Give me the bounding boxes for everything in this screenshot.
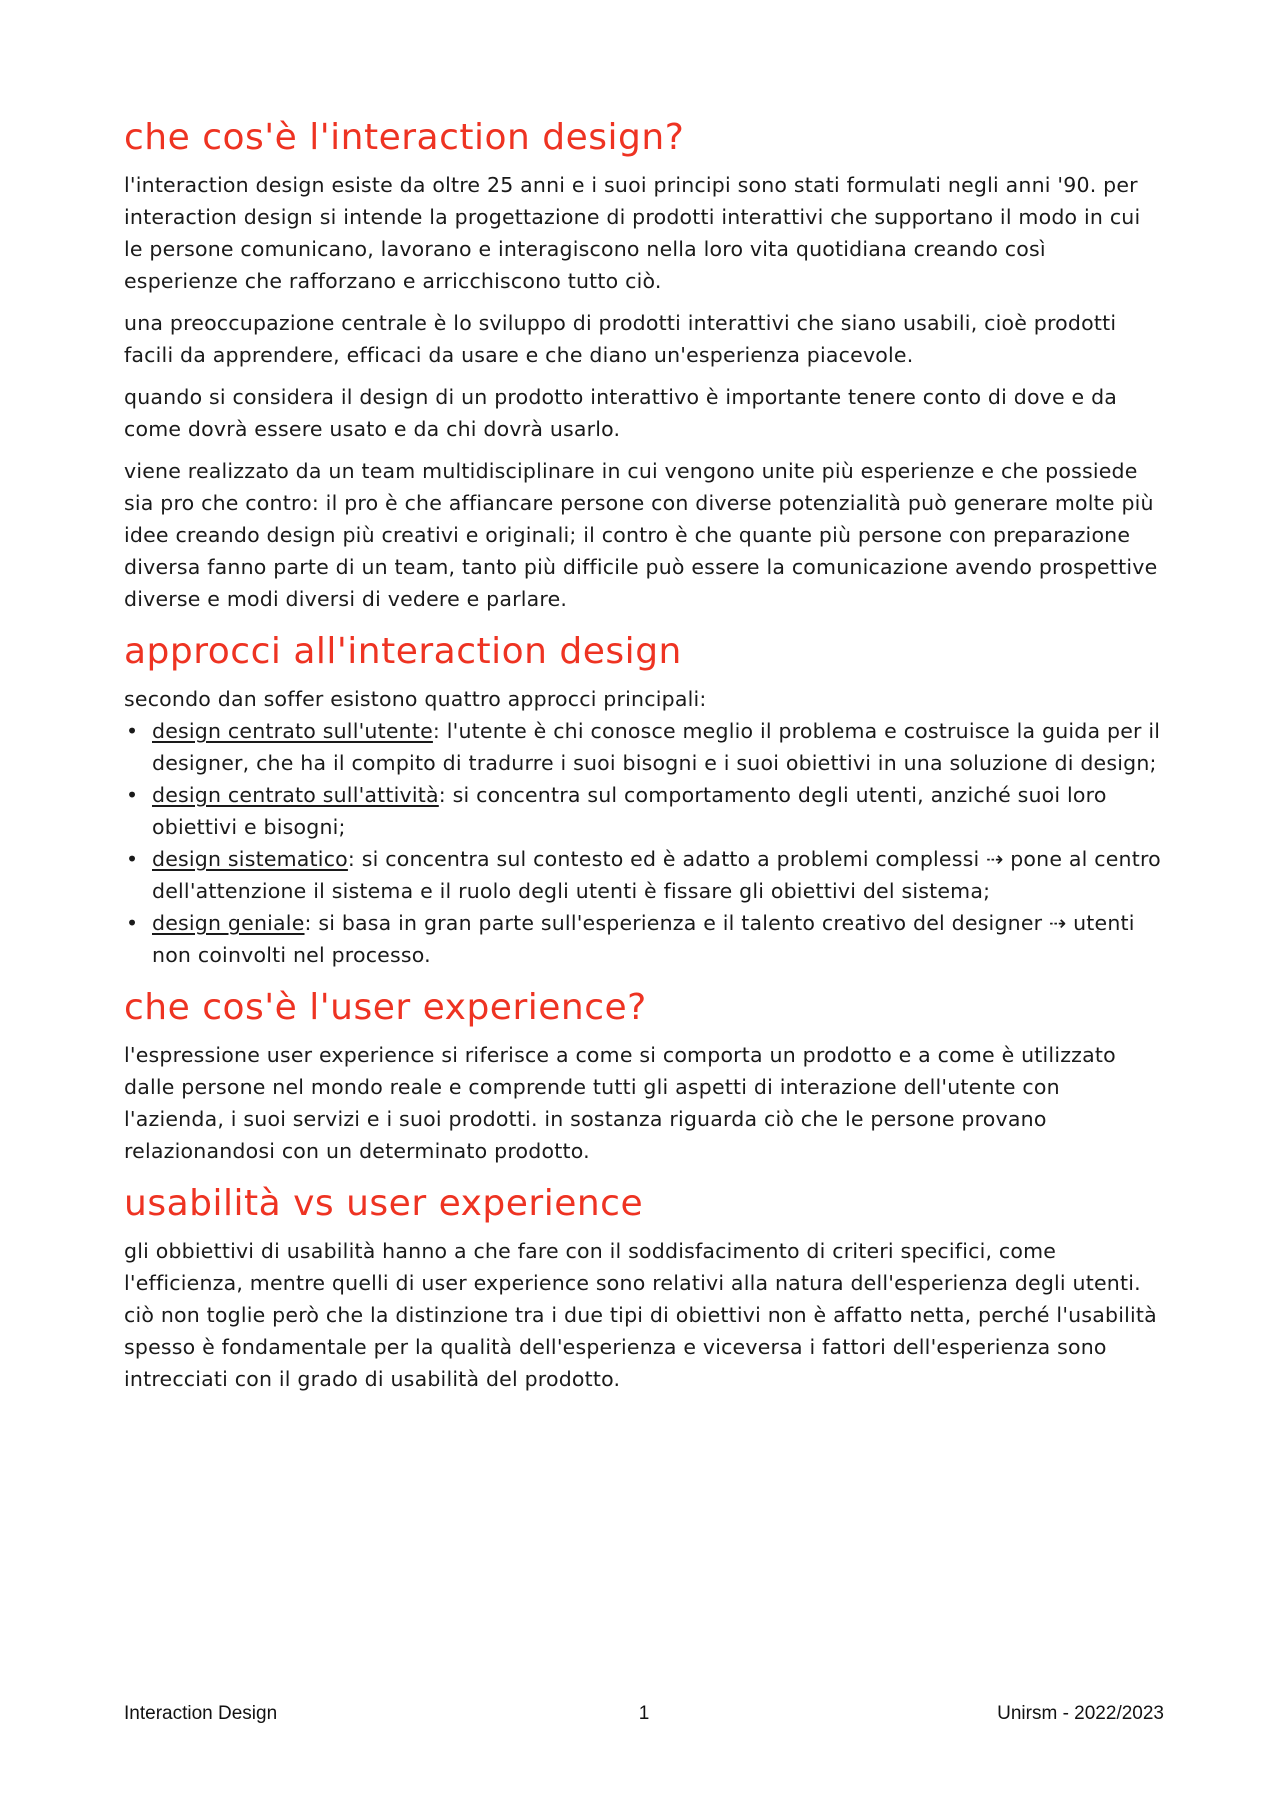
list-item-text: : si concentra sul contesto ed è adatto a problemi complessi ⇢ pone al centro dell'attenzione il sistema e il ruolo degli utenti è fissare gli obiettivi del sistema; [152,847,1161,903]
list-item-term: design sistematico [152,847,348,871]
footer-institution-year: Unirsm - 2022/2023 [997,1703,1164,1724]
list-item-term: design centrato sull'attività [152,783,439,807]
document-page [124,115,1164,1409]
paragraph: quando si considera il design di un prodotto interattivo è importante tenere conto di dove e da come dovrà essere usato e da chi dovrà usarlo. [124,385,1118,441]
list-item-term: design geniale [152,911,305,935]
list-item-text: : si concentra sul comportamento degli utenti, anziché suoi loro obiettivi e bisogni; [152,783,1107,839]
list-item-text: : l'utente è chi conosce meglio il problema e costruisce la guida per il designer, che ha il compito di tradurre i suoi bisogni e i suoi obiettivi in una soluzione di design; [152,719,1161,775]
paragraph: una preoccupazione centrale è lo sviluppo di prodotti interattivi che siano usabili, cioè prodotti facili da apprendere, efficaci da usare e che diano un'esperienza piacevole. [124,311,1117,367]
section-user-experience [124,985,1164,1167]
section-interaction-design [124,115,1164,615]
list-item [124,843,1164,907]
list-item [124,715,1164,779]
list-item [124,907,1164,971]
approaches-list [124,715,1164,971]
paragraph: l'espressione user experience si riferisce a come si comporta un prodotto e a come è utilizzato dalle persone nel mondo reale e comprende tutti gli aspetti di interazione dell'utente con l'azienda, i suoi servizi e i suoi prodotti. in sostanza riguarda ciò che le persone provano relazionandosi con un determinato prodotto. [124,1043,1116,1163]
list-intro: secondo dan soffer esistono quattro approcci principali: [124,687,707,711]
list-item-text: : si basa in gran parte sull'esperienza e il talento creativo del designer ⇢ utenti non coinvolti nel processo. [152,911,1135,967]
paragraph: l'interaction design esiste da oltre 25 anni e i suoi principi sono stati formulati negli anni '90. per interaction design si intende la progettazione di prodotti interattivi che supportano il modo in cui le persone comunicano, lavorano e interagiscono nella loro vita quotidiana creando così esperienze che rafforzano e arricchiscono tutto ciò. [124,173,1141,293]
paragraph: viene realizzato da un team multidisciplinare in cui vengono unite più esperienze e che possiede sia pro che contro: il pro è che affiancare persone con diverse potenzialità può generare molte più idee creando design più creativi e originali; il contro è che quante più persone con preparazione diversa fanno parte di un team, tanto più difficile può essere la comunicazione avendo prospettive diverse e modi diversi di vedere e parlare. [124,459,1158,611]
section-heading: usabilità vs user experience [124,1183,644,1224]
paragraph: gli obbiettivi di usabilità hanno a che fare con il soddisfacimento di criteri specifici, come l'efficienza, mentre quelli di user experience sono relativi alla natura dell'esperienza degli utenti. ciò non toglie però che la distinzione tra i due tipi di obiettivi non è affatto netta, perché l'usabilità spesso è fondamentale per la qualità dell'esperienza e viceversa i fattori dell'esperienza sono intrecciati con il grado di usabilità del prodotto. [124,1239,1157,1391]
section-heading: che cos'è l'user experience? [124,987,647,1028]
section-heading: approcci all'interaction design [124,631,682,672]
section-heading: che cos'è l'interaction design? [124,117,685,158]
list-item [124,779,1164,843]
footer-course-title: Interaction Design [124,1703,278,1724]
footer-page-number: 1 [638,1703,650,1724]
page-footer [124,1703,1164,1729]
list-item-term: design centrato sull'utente [152,719,433,743]
section-approcci [124,629,1164,971]
section-usabilita [124,1181,1164,1395]
